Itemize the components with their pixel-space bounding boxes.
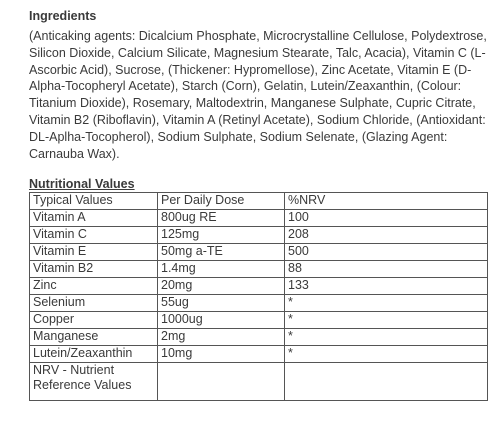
ingredients-text: (Anticaking agents: Dicalcium Phosphate, Microcrystalline Cellulose, Polydextrose, Silicon Dioxide, Calcium Silicate, Magnesium Stearate, Talc, Acacia), Vitamin C (L-Ascorbic Acid), Sucrose, (Thickener: Hypromellose), Zinc Acetate, Vitamin E (D-Alpha-Tocopheryl Acetate), Starch (Corn), Gelatin, Lutein/Zeaxanthin, (Colour: Titanium Dioxide), Rosemary, Maltodextrin, Manganese Sulphate, Cupric Citrate, Vitamin B2 (Riboflavin), Vitamin A (Retinyl Acetate), Sodium Chloride, (Antioxidant: DL-Aplha-Tocopherol), Sodium Sulphate, Sodium Selenate, (Glazing Agent: Carnauba Wax). [29, 29, 487, 161]
header-cell-per-daily-dose: Per Daily Dose [158, 193, 285, 210]
nutrient-name-cell: Vitamin C [30, 227, 158, 244]
table-row [30, 227, 488, 244]
nutrient-name-cell: Lutein/Zeaxanthin [30, 346, 158, 363]
nrv-cell: * [285, 312, 488, 329]
nutrient-name-cell: Zinc [30, 278, 158, 295]
daily-dose-cell: 55ug [158, 295, 285, 312]
daily-dose-cell: 125mg [158, 227, 285, 244]
table-row [30, 278, 488, 295]
nrv-cell: 88 [285, 261, 488, 278]
daily-dose-cell: 800ug RE [158, 210, 285, 227]
nrv-cell: 100 [285, 210, 488, 227]
daily-dose-cell: 1.4mg [158, 261, 285, 278]
nutrition-table [29, 192, 488, 401]
table-row [30, 261, 488, 278]
empty-cell [158, 363, 285, 401]
header-cell-typical-values: Typical Values [30, 193, 158, 210]
daily-dose-cell: 10mg [158, 346, 285, 363]
nutrient-name-cell: Vitamin B2 [30, 261, 158, 278]
daily-dose-cell: 2mg [158, 329, 285, 346]
table-row [30, 295, 488, 312]
nrv-cell: 208 [285, 227, 488, 244]
nutritional-values-heading: Nutritional Values [29, 177, 135, 192]
table-row [30, 329, 488, 346]
daily-dose-cell: 20mg [158, 278, 285, 295]
nrv-cell: 500 [285, 244, 488, 261]
nrv-footnote-cell: NRV - Nutrient Reference Values [30, 363, 158, 401]
nutrient-name-cell: Vitamin A [30, 210, 158, 227]
ingredients-heading: Ingredients [29, 9, 97, 23]
daily-dose-cell: 50mg a-TE [158, 244, 285, 261]
nrv-cell: 133 [285, 278, 488, 295]
nrv-cell: * [285, 329, 488, 346]
table-footnote-row [30, 363, 488, 401]
nutrient-name-cell: Manganese [30, 329, 158, 346]
nutrient-name-cell: Selenium [30, 295, 158, 312]
daily-dose-cell: 1000ug [158, 312, 285, 329]
table-row [30, 244, 488, 261]
table-row [30, 210, 488, 227]
empty-cell [285, 363, 488, 401]
nrv-cell: * [285, 295, 488, 312]
nutrient-name-cell: Copper [30, 312, 158, 329]
table-header-row [30, 193, 488, 210]
table-row [30, 312, 488, 329]
table-row [30, 346, 488, 363]
nutrient-name-cell: Vitamin E [30, 244, 158, 261]
header-cell-nrv: %NRV [285, 193, 488, 210]
nrv-cell: * [285, 346, 488, 363]
